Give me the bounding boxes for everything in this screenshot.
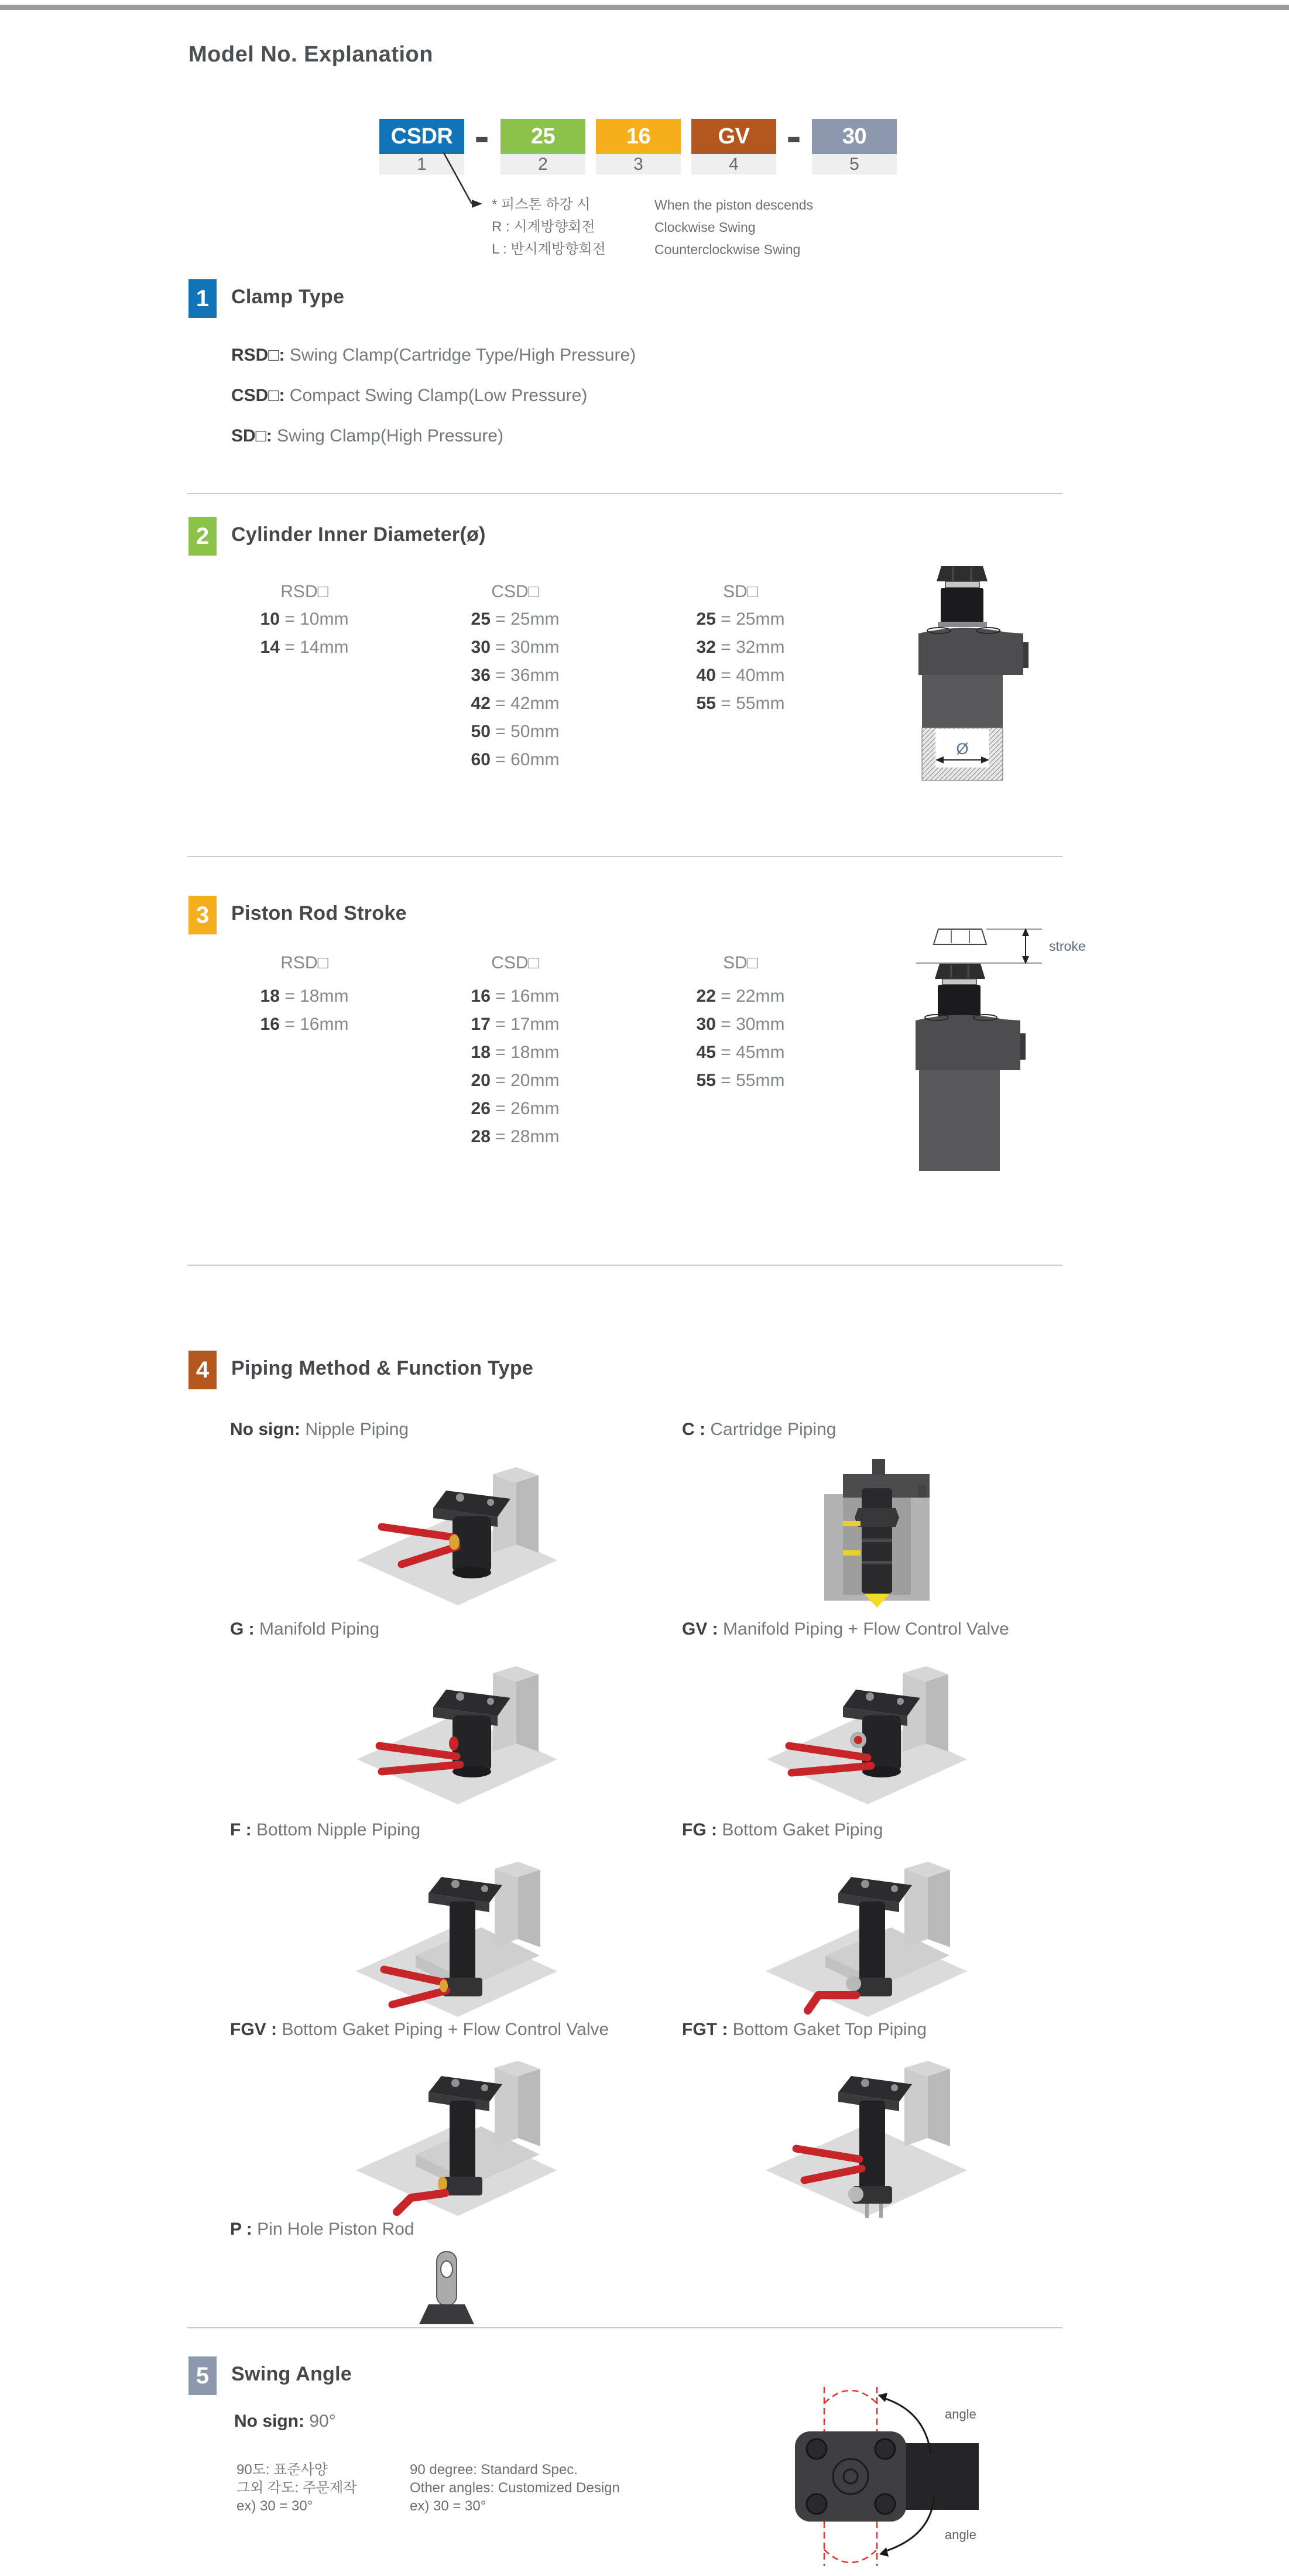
piston-rod-shape [437,2252,457,2306]
piping-code: G : [230,1619,255,1639]
piping-item-gv [682,1619,1009,1640]
dash-separator: - [786,111,801,161]
equals-sign: = [715,1043,736,1062]
section-4-title: Piping Method & Function Type [231,1357,534,1379]
stroke-label: stroke [1049,938,1086,954]
piping-desc: Manifold Piping [259,1619,380,1639]
dim-value: 42mm [510,694,560,713]
clamp-column [859,2101,885,2188]
bolt-icon [807,2494,827,2514]
piping-desc: Bottom Gaket Top Piping [732,2020,927,2039]
dim-value: 18mm [510,1043,560,1062]
piping-item-fg [682,1820,883,1841]
page-title: Model No. Explanation [188,42,433,67]
clamp-flange [443,1978,482,1996]
dim-code: 16 [260,1015,280,1034]
cartridge-hex [855,1508,899,1527]
clamp-column [859,1902,885,1980]
equals-sign: = [490,1071,511,1090]
dim-value: 25mm [736,609,785,629]
piping-code: GV : [682,1619,718,1639]
clamp-type-item [231,345,636,366]
hex-nut-outline [934,929,986,944]
screw-icon [451,2079,460,2087]
dim-code: 10 [260,609,280,629]
arrowhead-icon [878,2393,887,2402]
rod-step-shape [938,622,987,627]
equals-sign: = [490,609,511,629]
screw-icon [861,2079,869,2087]
dim-code: 26 [471,1099,491,1118]
equals-sign: = [490,1015,511,1034]
bolt-icon [875,2439,895,2459]
equals-sign: = [715,666,736,685]
dim-code: 25 [696,609,716,629]
collar-shape [945,581,979,588]
piping-code: FGT : [682,2020,728,2039]
piping-code: No sign: [230,1420,300,1439]
nipple-ring [449,1534,460,1550]
section-3-title: Piston Rod Stroke [231,902,407,924]
dash-separator: - [474,111,489,161]
section-5-number: 5 [188,2356,217,2395]
dim-code: 60 [471,750,491,769]
pin-shape [879,2204,883,2218]
piping-item-g [230,1619,379,1640]
model-code-box-4 [691,119,776,174]
piping-desc: Bottom Gaket Piping + Flow Control Valve [282,2020,609,2039]
dim-value: 32mm [736,638,785,657]
bolt-icon [875,2494,895,2514]
piping-item-p [230,2219,414,2240]
page-top-rule [0,5,1289,10]
diameter-item [471,605,560,633]
section-divider [187,2327,1062,2328]
clamp-type-item [231,426,503,447]
stroke-col-header-sd: SD□ [723,953,758,972]
model-code-position: 5 [812,154,897,174]
cylinder-body-shape [919,1070,1000,1171]
diameter-col-header-sd: SD□ [723,582,758,601]
diameter-item [697,605,785,633]
dim-code: 45 [696,1043,716,1062]
cylinder-diameter-illustration [901,556,1112,820]
piping-desc: Manifold Piping + Flow Control Valve [723,1619,1009,1639]
diameter-item [697,633,785,662]
stroke-col-rsd [260,982,349,1039]
note-line: ex) 30 = 30° [236,2498,313,2514]
section-divider [187,493,1062,494]
piping-item-c [682,1419,836,1440]
hex-nut-shape [935,964,985,979]
dim-value: 25mm [510,609,560,629]
model-code-value: 25 [500,119,585,154]
dim-code: 22 [696,986,716,1006]
section-2-title: Cylinder Inner Diameter(ø) [231,523,486,546]
equals-sign: = [490,1127,511,1146]
diameter-item [697,690,785,718]
piping-code: FGV : [230,2020,277,2039]
section-1-title: Clamp Type [231,286,345,308]
nipple-piping-illustration [345,1458,568,1610]
equals-sign: = [715,1071,736,1090]
gasket-port [848,2187,863,2202]
equals-sign: = [279,638,300,657]
hex-nut-shape [937,566,988,581]
diameter-item [471,633,560,662]
manifold-piping-illustration [345,1657,568,1809]
dim-value: 55mm [736,1071,785,1090]
dim-code: 14 [260,638,280,657]
stroke-col-sd [697,982,785,1095]
bottom-nipple-piping-illustration [345,1851,568,2021]
yellow-port [843,1550,861,1556]
note-line: 90 degree: Standard Spec. [410,2462,578,2478]
equals-sign: = [279,1015,300,1034]
equals-sign: = [279,609,300,629]
screw-icon [481,1885,488,1892]
diameter-item [260,605,349,633]
dim-value: 28mm [510,1127,560,1146]
dim-value: 10mm [300,609,349,629]
dim-code: 36 [471,666,491,685]
equals-sign: = [715,638,736,657]
piping-code: P : [230,2219,252,2239]
clamp-type-code: SD□: [231,426,272,446]
clamp-type-desc: Swing Clamp(High Pressure) [277,426,503,446]
pointer-line [444,153,472,204]
equals-sign: = [715,986,736,1006]
dim-value: 55mm [736,694,785,713]
cylinder-body-shape [922,675,1003,728]
model-code-value: GV [691,119,776,154]
note-line: R : 시계방향회전 [492,219,595,235]
manifold-port [449,1736,458,1751]
stroke-item [471,1095,560,1123]
dim-code: 17 [471,1015,491,1034]
angle-label-top: angle [945,2407,976,2421]
diameter-col-sd [697,605,785,718]
equals-sign: = [715,694,736,713]
dim-value: 16mm [300,1015,349,1034]
piston-rod-shape [938,985,981,1018]
diameter-col-header-csd: CSD□ [491,582,539,601]
dim-value: 36mm [510,666,560,685]
dim-value: 60mm [510,750,560,769]
model-code-box-3 [596,119,681,174]
dim-value: 50mm [510,722,560,741]
yellow-port [843,1521,861,1526]
swing-value: 90° [309,2411,336,2431]
dim-code: 30 [471,638,491,657]
clamp-body-base [452,1567,491,1578]
piping-item-fgv [230,2019,609,2040]
diameter-item [260,633,349,662]
piping-item-f [230,1820,420,1841]
dim-code: 42 [471,694,491,713]
diameter-item [471,718,560,746]
section-3-number: 3 [188,896,217,934]
bottom-gasket-piping-illustration [755,1851,978,2021]
section-divider [187,856,1062,857]
dim-code: 28 [471,1127,491,1146]
screw-icon [891,2084,898,2091]
clamp-type-code: CSD□: [231,386,285,405]
section-2-number: 2 [188,517,217,556]
piping-desc: Pin Hole Piston Rod [257,2219,414,2239]
equals-sign: = [490,694,511,713]
cartridge-groove [862,1561,892,1564]
nipple-ring [440,1979,448,1992]
clamp-head-shape [918,628,1023,675]
stroke-item [260,1010,349,1039]
equals-sign: = [490,722,511,741]
dim-code: 55 [696,694,716,713]
piping-code: C : [682,1420,705,1439]
pin-hole-piston-rod-illustration [404,2247,498,2326]
gasket-port [846,1976,861,1991]
model-code-position: 3 [596,154,681,174]
model-code-value: 16 [596,119,681,154]
cartridge-groove [862,1539,892,1542]
dim-code: 30 [696,1015,716,1034]
screw-icon [891,1885,898,1892]
dim-value: 45mm [736,1043,785,1062]
equals-sign: = [490,750,511,769]
piston-stroke-illustration [901,913,1130,1183]
note-line: 그외 각도: 주문제작 [236,2480,357,2496]
piping-desc: Cartridge Piping [710,1420,837,1439]
stroke-item [697,1067,785,1095]
swing-arc [824,2390,877,2403]
diameter-col-rsd [260,605,349,662]
note-line: L : 반시계방향회전 [492,241,606,257]
model-code-value: CSDR [379,119,464,154]
angle-label-bottom: angle [945,2527,976,2542]
model-code-position: 4 [691,154,776,174]
diameter-item [471,690,560,718]
manifold-valve-piping-illustration [755,1657,978,1809]
clamp-column [450,2101,475,2179]
dim-code: 16 [471,986,491,1006]
side-stub [918,1485,926,1498]
note-line: * 피스톤 하강 시 [492,197,591,213]
collar-shape [942,979,976,985]
stroke-col-csd [471,982,560,1151]
top-stub [872,1459,885,1475]
pin-hole [441,2261,452,2277]
stroke-item [471,1123,560,1151]
swing-arc [824,2550,877,2563]
piping-code: FG : [682,1820,717,1839]
stroke-item [471,1010,560,1039]
stroke-item [697,1010,785,1039]
dim-code: 20 [471,1071,491,1090]
diameter-item [471,662,560,690]
note-line: 90도: 표준사양 [236,2462,328,2478]
piston-rod-shape [941,588,983,623]
stroke-item [697,1039,785,1067]
piping-desc: Bottom Nipple Piping [256,1820,421,1839]
equals-sign: = [279,986,300,1006]
dim-code: 18 [260,986,280,1006]
note-line: Clockwise Swing [654,220,756,235]
equals-sign: = [490,666,511,685]
diameter-item [697,662,785,690]
head-tab-shape [1020,1033,1026,1060]
diameter-symbol: Ø [956,740,969,758]
stroke-item [471,982,560,1010]
stroke-col-header-rsd: RSD□ [280,953,328,972]
section-4-number: 4 [188,1351,217,1389]
screw-icon [456,1493,464,1502]
pin-shape [865,2204,869,2218]
dim-value: 26mm [510,1099,560,1118]
dim-code: 50 [471,722,491,741]
dim-code: 25 [471,609,491,629]
valve-ring [438,2177,447,2191]
note-line: When the piston descends [654,197,814,213]
model-note-korean [492,194,606,261]
swing-notes-korean [236,2461,356,2515]
arrowhead-icon [879,2547,889,2557]
screw-icon [487,1499,494,1506]
swing-no-sign [234,2411,336,2432]
equals-sign: = [715,609,736,629]
valve-knob [854,1736,862,1744]
bolt-icon [807,2439,827,2459]
model-code-position: 1 [379,154,464,174]
screw-icon [897,1698,904,1705]
dim-value: 14mm [300,638,349,657]
screw-icon [456,1693,464,1701]
model-code-position: 2 [500,154,585,174]
model-code-box-2 [500,119,585,174]
equals-sign: = [490,1043,511,1062]
stroke-col-header-csd: CSD□ [491,953,539,972]
piping-code: F : [230,1820,252,1839]
clamp-type-code: RSD□: [231,345,285,365]
swing-code: No sign: [234,2411,304,2431]
screw-icon [487,1698,494,1705]
model-code-value: 30 [812,119,897,154]
head-tab-shape [1023,642,1029,668]
clamp-type-desc: Swing Clamp(Cartridge Type/High Pressure) [289,345,636,365]
screw-icon [481,2084,488,2091]
dim-value: 18mm [300,986,349,1006]
screw-icon [861,1880,869,1888]
section-divider [187,1265,1062,1266]
cartridge-piping-illustration [755,1452,966,1610]
dim-value: 20mm [510,1071,560,1090]
equals-sign: = [490,1099,511,1118]
swing-notes-english [410,2461,620,2515]
screw-icon [866,1693,874,1701]
dim-code: 18 [471,1043,491,1062]
clamp-column [450,1902,475,1980]
piping-item-nosign [230,1419,409,1440]
clamp-type-item [231,385,587,406]
dim-code: 40 [696,666,716,685]
dim-value: 30mm [510,638,560,657]
section-1-number: 1 [188,279,217,318]
diameter-item [471,746,560,774]
equals-sign: = [490,638,511,657]
piping-desc: Nipple Piping [305,1420,409,1439]
dim-code: 55 [696,1071,716,1090]
clamp-type-desc: Compact Swing Clamp(Low Pressure) [289,386,588,405]
screw-icon [451,1880,460,1888]
note-line: Other angles: Customized Design [410,2480,620,2496]
dim-code: 32 [696,638,716,657]
dim-value: 17mm [510,1015,560,1034]
note-line: ex) 30 = 30° [410,2498,486,2514]
stroke-item [260,982,349,1010]
section-5-title: Swing Angle [231,2363,352,2385]
equals-sign: = [490,986,511,1006]
arrowhead-icon [472,200,482,208]
rod-base-cone [419,2304,474,2324]
dim-value: 40mm [736,666,785,685]
bottom-gasket-valve-illustration [345,2050,568,2220]
equals-sign: = [715,1015,736,1034]
model-note-english [654,194,813,261]
stroke-item [471,1067,560,1095]
stroke-item [697,982,785,1010]
note-pointer-arrow [433,149,492,214]
clamp-head-shape [916,1015,1020,1070]
swing-angle-illustration [790,2380,983,2573]
model-code-box-5 [812,119,897,174]
stroke-item [471,1039,560,1067]
note-line: Counterclockwise Swing [654,242,801,257]
dim-value: 22mm [736,986,785,1006]
bottom-gasket-top-piping-illustration [755,2050,978,2220]
dim-value: 30mm [736,1015,785,1034]
diameter-col-csd [471,605,560,774]
diameter-col-header-rsd: RSD□ [280,582,328,601]
piping-item-fgt [682,2019,927,2040]
piping-desc: Bottom Gaket Piping [722,1820,883,1839]
dim-value: 16mm [510,986,560,1006]
